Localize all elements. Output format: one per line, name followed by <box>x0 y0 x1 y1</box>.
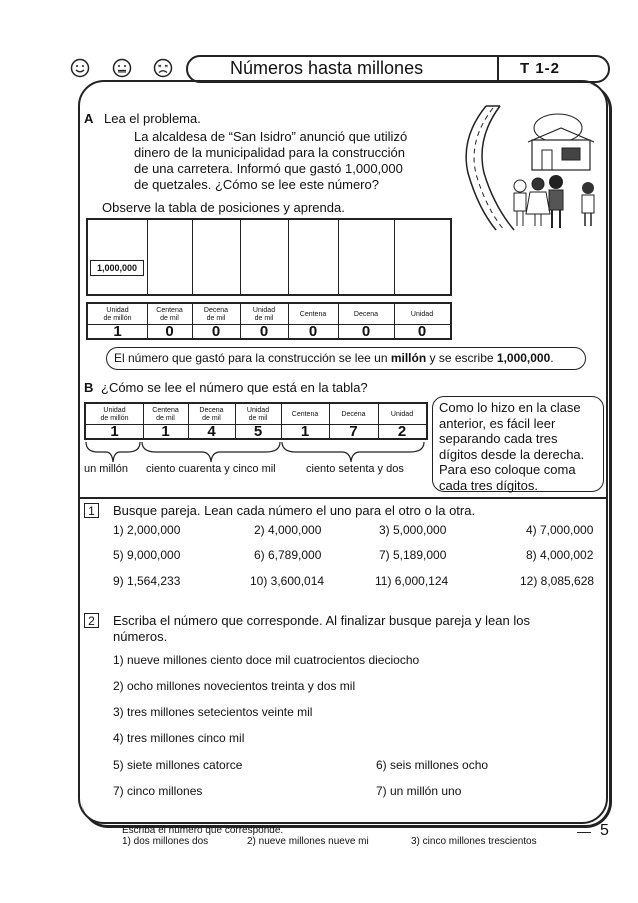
footer-instruction: Escriba el número que corresponde. <box>122 825 284 836</box>
place-label: Decena <box>353 311 379 318</box>
place-label: Centena <box>299 311 327 318</box>
place-label: Unidad de millón <box>100 407 129 422</box>
place-label: Unidad <box>390 411 414 418</box>
footer-item: 3) cinco millones trescientos <box>411 836 537 847</box>
place-digit: 0 <box>417 323 427 340</box>
place-value-table-b <box>84 402 428 440</box>
problem-text <box>134 129 407 193</box>
footer-item: 2) nueve millones nueve mi <box>247 836 369 847</box>
exercise-item: 3) tres millones setecientos veinte mil <box>113 705 313 719</box>
exercise-item: 7) 5,189,000 <box>379 548 447 562</box>
section-divider <box>80 497 607 499</box>
exercise-item: 8) 4,000,002 <box>526 548 594 562</box>
problem-line: La alcaldesa de “San Isidro” anunció que utilizó <box>134 129 408 144</box>
page-number: 5 <box>600 822 609 839</box>
place-digit: 1 <box>110 423 119 440</box>
exercise-item: 12) 8,085,628 <box>520 574 595 588</box>
exercise-item: 7) un millón uno <box>376 784 462 798</box>
footer-item: 1) dos millones dos <box>122 836 209 847</box>
place-value-table-a <box>86 302 452 340</box>
place-label: Centena de mil <box>152 407 179 422</box>
place-digit: 1 <box>113 323 122 340</box>
place-digit: 5 <box>253 423 263 440</box>
exercise-item: 11) 6,000,124 <box>375 574 449 588</box>
section-a-intro: Lea el problema. <box>104 111 201 126</box>
section-b-question: ¿Cómo se lee el número que está en la tabla? <box>101 380 368 395</box>
place-label: Unidad de mil <box>252 307 276 322</box>
place-label: Decena <box>341 411 366 418</box>
place-label: Decena de mil <box>203 307 229 322</box>
problem-line: dinero de la municipalidad para la construcción <box>134 145 405 160</box>
exercise-item: 2) 4,000,000 <box>254 523 322 537</box>
exercise-item: 2) ocho millones novecientos treinta y dos mil <box>113 679 356 693</box>
road-and-people-illustration <box>438 98 604 238</box>
place-label: Unidad de millón <box>103 307 132 322</box>
place-digit: 2 <box>397 423 407 440</box>
place-digit: 0 <box>165 323 174 340</box>
observe-text: Observe la tabla de posiciones y aprenda. <box>102 200 345 215</box>
exercise-item: 7) cinco millones <box>113 784 203 798</box>
place-value-boxes <box>86 218 452 296</box>
exercise-2-number: 2 <box>84 613 99 628</box>
tip-text: Como lo hizo en la clase anterior, es fácil leer separando cada tres dígitos desde la derecha. Para eso coloque coma cada tres dígitos. <box>439 400 585 493</box>
exercise-item: 10) 3,600,014 <box>250 574 325 588</box>
title-divider <box>497 56 499 82</box>
place-digit: 0 <box>361 323 371 340</box>
group-reading: ciento cuarenta y cinco mil <box>146 463 276 475</box>
group-reading: ciento setenta y dos <box>306 463 404 475</box>
exercise-item: 6) 6,789,000 <box>254 548 322 562</box>
lesson-code: T 1-2 <box>520 60 561 77</box>
neutral-face-icon[interactable] <box>112 58 132 78</box>
sad-face-icon[interactable] <box>153 58 173 78</box>
group-reading: un millón <box>84 463 129 475</box>
exercise-item: 4) tres millones cinco mil <box>113 731 245 745</box>
exercise-item: 4) 7,000,000 <box>526 523 594 537</box>
page-dash <box>577 832 591 833</box>
place-label: Unidad <box>410 311 434 318</box>
exercise-item: 5) siete millones catorce <box>113 758 243 772</box>
place-digit: 4 <box>207 423 216 440</box>
place-label: Decena de mil <box>199 407 224 422</box>
section-b-letter: B <box>84 380 94 395</box>
problem-line: de una carretera. Informó que gastó 1,000,000 <box>134 161 403 176</box>
place-label: Unidad de mil <box>246 407 270 422</box>
place-digit: 1 <box>161 423 170 440</box>
exercise-item: 1) 2,000,000 <box>113 523 181 537</box>
place-digit: 0 <box>308 323 318 340</box>
place-digit: 0 <box>259 323 269 340</box>
exercise-item: 6) seis millones ocho <box>376 758 489 772</box>
exercise-item: 3) 5,000,000 <box>379 523 447 537</box>
place-digit: 1 <box>300 423 310 440</box>
place-label: Centena de mil <box>156 307 183 322</box>
place-digit: 0 <box>211 323 221 340</box>
exercise-item: 5) 9,000,000 <box>113 548 181 562</box>
happy-face-icon[interactable] <box>70 58 90 78</box>
problem-line: de quetzales. ¿Cómo se lee este número? <box>134 177 379 192</box>
exercise-item: 1) nueve millones ciento doce mil cuatrocientos dieciocho <box>113 653 420 667</box>
exercise-item: 9) 1,564,233 <box>113 574 181 588</box>
amount-tag: 1,000,000 <box>90 260 144 276</box>
exercise-1-instruction: Busque pareja. Lean cada número el uno para el otro o la otra. <box>113 503 476 518</box>
exercise-1-number: 1 <box>84 503 99 518</box>
page-title: Números hasta millones <box>230 58 424 78</box>
place-digit: 7 <box>349 423 358 440</box>
exercise-2-instruction: Escriba el número que corresponde. Al finalizar busque pareja y lean los números. <box>113 613 530 644</box>
conclusion-text: El número que gastó para la construcción se lee un millón y se escribe 1,000,000. <box>114 351 554 365</box>
place-label: Centena <box>291 411 319 418</box>
section-a-letter: A <box>84 111 94 126</box>
